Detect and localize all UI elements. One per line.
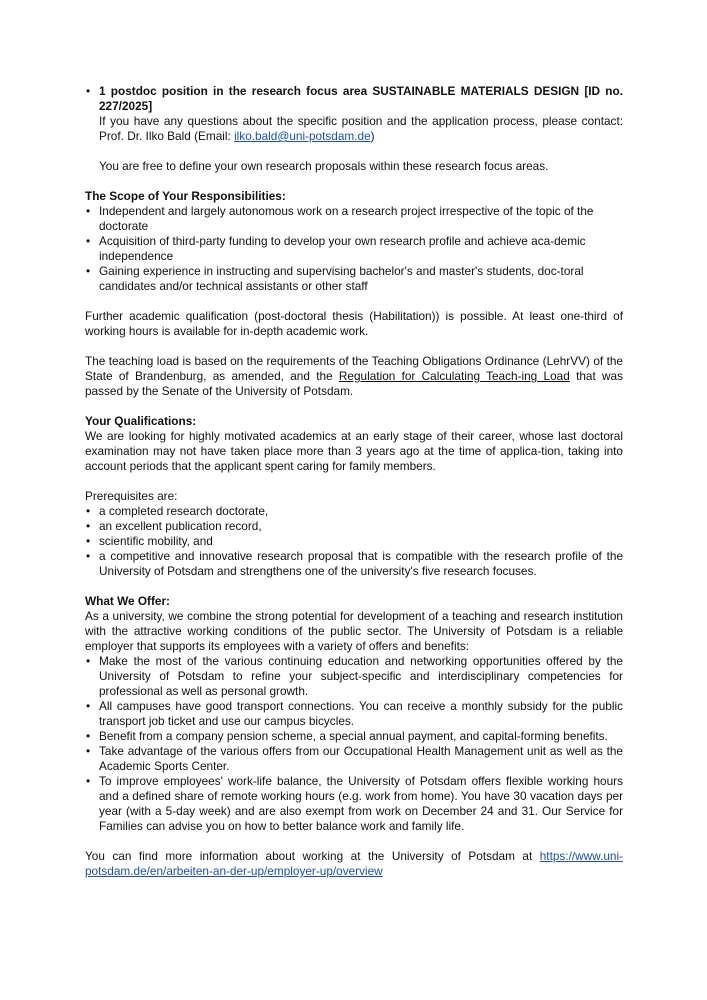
responsibility-text: Independent and largely autonomous work on a research project irrespective of the topic of the doctorate <box>99 204 594 233</box>
position-contact <box>99 114 623 144</box>
prerequisite-text: an excellent publication record, <box>99 519 262 533</box>
list-item <box>85 549 623 579</box>
offer-text: To improve employees' work-life balance, the University of Potsdam offers flexible working hours and a defined share of remote working hours (e.g. work from home). You have 30 vacation days per year (with a 5-day week) and are also exempt from work on December 24 and 31. Our Service for Families can advise you on how to better balance work and family life. <box>99 774 623 833</box>
prerequisite-text: a completed research doctorate, <box>99 504 269 518</box>
responsibility-text: Gaining experience in instructing and supervising bachelor's and master's students, doc-toral candidates and/or technical assistants or other staff <box>99 264 584 293</box>
offer-intro: As a university, we combine the strong potential for development of a teaching and research institution with the attractive working conditions of the public sector. The University of Potsdam is a reliable employer that supports its employees with a variety of offers and benefits: <box>85 609 623 653</box>
list-item <box>85 744 623 774</box>
teaching-load-text <box>85 354 623 399</box>
bullet-icon: • <box>86 744 91 758</box>
list-item <box>85 204 623 234</box>
list-item <box>85 234 623 264</box>
contact-suffix: ) <box>370 129 375 143</box>
bullet-icon: • <box>86 204 91 218</box>
position-item <box>85 84 623 174</box>
offer-text: Take advantage of the various offers from our Occupational Health Management unit as well as the Academic Sports Center. <box>99 744 623 773</box>
position-title: 1 postdoc position in the research focus area SUSTAINABLE MATERIALS DESIGN [ID no. 227/2025] <box>99 84 623 113</box>
bullet-icon: • <box>86 774 91 788</box>
qualifications-heading: Your Qualifications: <box>85 414 197 428</box>
list-item <box>85 654 623 699</box>
prerequisites-list <box>85 504 623 579</box>
bullet-icon: • <box>86 534 91 548</box>
more-info-prefix: You can find more information about working at the University of Potsdam at <box>85 849 540 863</box>
responsibilities-heading: The Scope of Your Responsibilities: <box>85 189 286 203</box>
bullet-icon: • <box>86 729 91 743</box>
teaching-load-prefix: The teaching load is based on the requirements of the Teaching Obligations Ordinance (LehrVV) of the State of Brandenburg, as amended, and the <box>85 354 623 383</box>
list-item <box>85 699 623 729</box>
offer-heading: What We Offer: <box>85 594 170 608</box>
job-posting-page <box>85 84 623 879</box>
responsibilities-list <box>85 204 623 294</box>
prerequisite-text: scientific mobility, and <box>99 534 213 548</box>
position-list <box>85 84 623 174</box>
responsibility-text: Acquisition of third-party funding to develop your own research profile and achieve aca-demic independence <box>99 234 586 263</box>
list-item <box>85 519 623 534</box>
bullet-icon: • <box>86 234 91 248</box>
bullet-icon: • <box>86 654 91 668</box>
list-item <box>85 264 623 294</box>
bullet-icon: • <box>86 549 91 563</box>
more-info-text <box>85 849 623 879</box>
prerequisites-label: Prerequisites are: <box>85 489 178 503</box>
bullet-icon: • <box>86 699 91 713</box>
list-item <box>85 729 623 744</box>
teaching-load-regulation-link[interactable]: Regulation for Calculating Teach-ing Load <box>338 369 570 383</box>
further-qualification-text: Further academic qualification (post-doctoral thesis (Habilitation)) is possible. At least one-third of working hours is available for in-depth academic work. <box>85 309 623 338</box>
employer-overview-link[interactable]: https://www.uni-potsdam.de/en/arbeiten-an-der-up/employer-up/overview <box>85 849 623 878</box>
offer-text: All campuses have good transport connections. You can receive a monthly subsidy for the public transport job ticket and use our campus bicycles. <box>99 699 623 728</box>
prerequisite-text: a competitive and innovative research proposal that is compatible with the research profile of the University of Potsdam and strengthens one of the university's five research focuses. <box>99 549 623 578</box>
contact-email-link[interactable]: ilko.bald@uni-potsdam.de <box>234 129 371 143</box>
offer-text: Benefit from a company pension scheme, a special annual payment, and capital-forming benefits. <box>99 729 608 743</box>
teaching-load-suffix: that was passed by the Senate of the University of Potsdam. <box>85 369 624 398</box>
bullet-icon: • <box>86 84 91 98</box>
bullet-icon: • <box>86 504 91 518</box>
contact-prefix: If you have any questions about the specific position and the application process, please contact: Prof. Dr. Ilko Bald (Email: <box>99 114 623 143</box>
list-item <box>85 504 623 519</box>
offer-list <box>85 654 623 834</box>
qualifications-text: We are looking for highly motivated academics at an early stage of their career, whose last doctoral examination may not have taken place more than 3 years ago at the time of applica-tion, taking into account periods that the applicant spent caring for family members. <box>85 429 623 473</box>
list-item <box>85 534 623 549</box>
bullet-icon: • <box>86 264 91 278</box>
free-define-text: You are free to define your own research proposals within these research focus areas. <box>99 159 549 173</box>
list-item <box>85 774 623 834</box>
bullet-icon: • <box>86 519 91 533</box>
offer-text: Make the most of the various continuing education and networking opportunities offered by the University of Potsdam to refine your subject-specific and interdisciplinary competencies for professional as well as personal growth. <box>99 654 623 698</box>
